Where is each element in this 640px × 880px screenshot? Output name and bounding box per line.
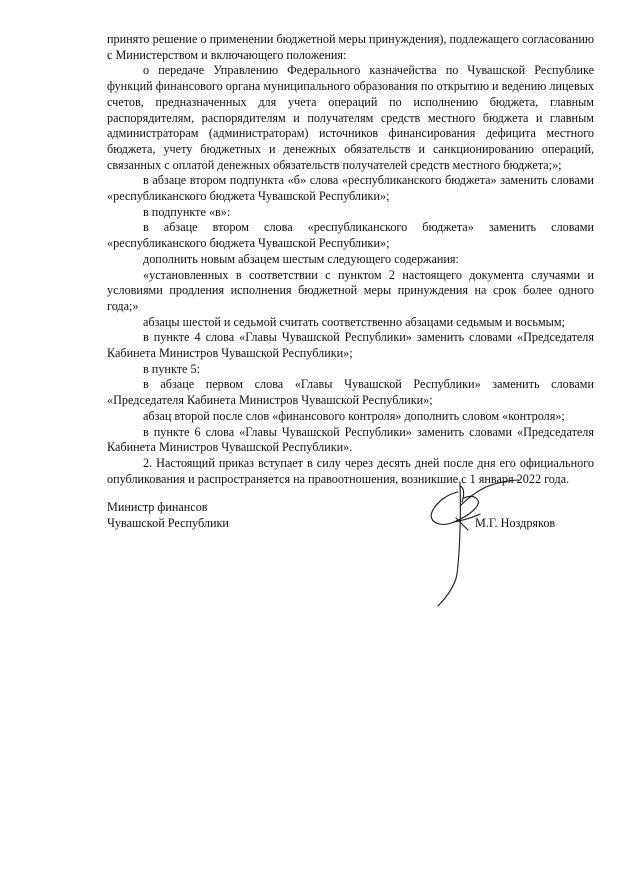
paragraph-11: в абзаце первом слова «Главы Чувашской Республики» заменить словами «Председателя Кабинета Министров Чувашской Республики»;	[107, 377, 594, 408]
paragraph-10: в пункте 5:	[143, 361, 200, 376]
paragraph-3: в абзаце втором подпункта «б» слова «республиканского бюджета» заменить словами «республиканского бюджета Чувашской Республики»;	[107, 173, 594, 204]
position-line-1: Министр финансов	[107, 500, 208, 514]
paragraph-8: абзацы шестой и седьмой считать соответственно абзацами седьмым и восьмым;	[143, 314, 565, 329]
handwritten-signature	[420, 470, 530, 610]
document-body	[107, 32, 594, 487]
paragraph-1: принято решение о применении бюджетной меры принуждения), подлежащего согласованию с Министерством и включающего положения:	[107, 32, 594, 62]
position-line-2: Чувашской Республики	[107, 515, 229, 530]
paragraph-13: в пункте 6 слова «Главы Чувашской Республики» заменить словами «Председателя Кабинета Министров Чувашской Республики».	[107, 424, 594, 455]
paragraph-6: дополнить новым абзацем шестым следующего содержания:	[143, 251, 459, 266]
paragraph-4: в подпункте «в»:	[143, 204, 231, 219]
paragraph-12: абзац второй после слов «финансового контроля» дополнить словом «контроля»;	[143, 408, 565, 423]
signatory-position	[107, 500, 229, 531]
paragraph-7: «установленных в соответствии с пунктом 2 настоящего документа случаями и условиями продления исполнения бюджетной меры принуждения на срок более одного года;»	[107, 267, 594, 313]
paragraph-2: о передаче Управлению Федерального казначейства по Чувашской Республике функций финансового органа муниципального образования по открытию и ведению лицевых счетов, предназначенных для учета операций по исполнению бюджета, главным распорядителям, распорядителям и получателям средств местного бюджета и главным администраторам (администраторам) источников финансирования дефицита местного бюджета, учету бюджетных и денежных обязательств и санкционированию операций, связанных с оплатой денежных обязательств получателей средств местного бюджета;»;	[107, 63, 594, 172]
paragraph-9: в пункте 4 слова «Главы Чувашской Республики» заменить словами «Председателя Кабинета Министров Чувашской Республики»;	[107, 330, 594, 361]
signer-name: М.Г. Ноздряков	[475, 516, 556, 530]
paragraph-5: в абзаце втором слова «республиканского бюджета» заменить словами «республиканского бюджета Чувашской Республики»;	[107, 220, 594, 251]
paragraph-14: 2. Настоящий приказ вступает в силу через десять дней после дня его официального опубликования и распространяется на правоотношения, возникшие с 1 января 2022 года.	[107, 455, 594, 486]
